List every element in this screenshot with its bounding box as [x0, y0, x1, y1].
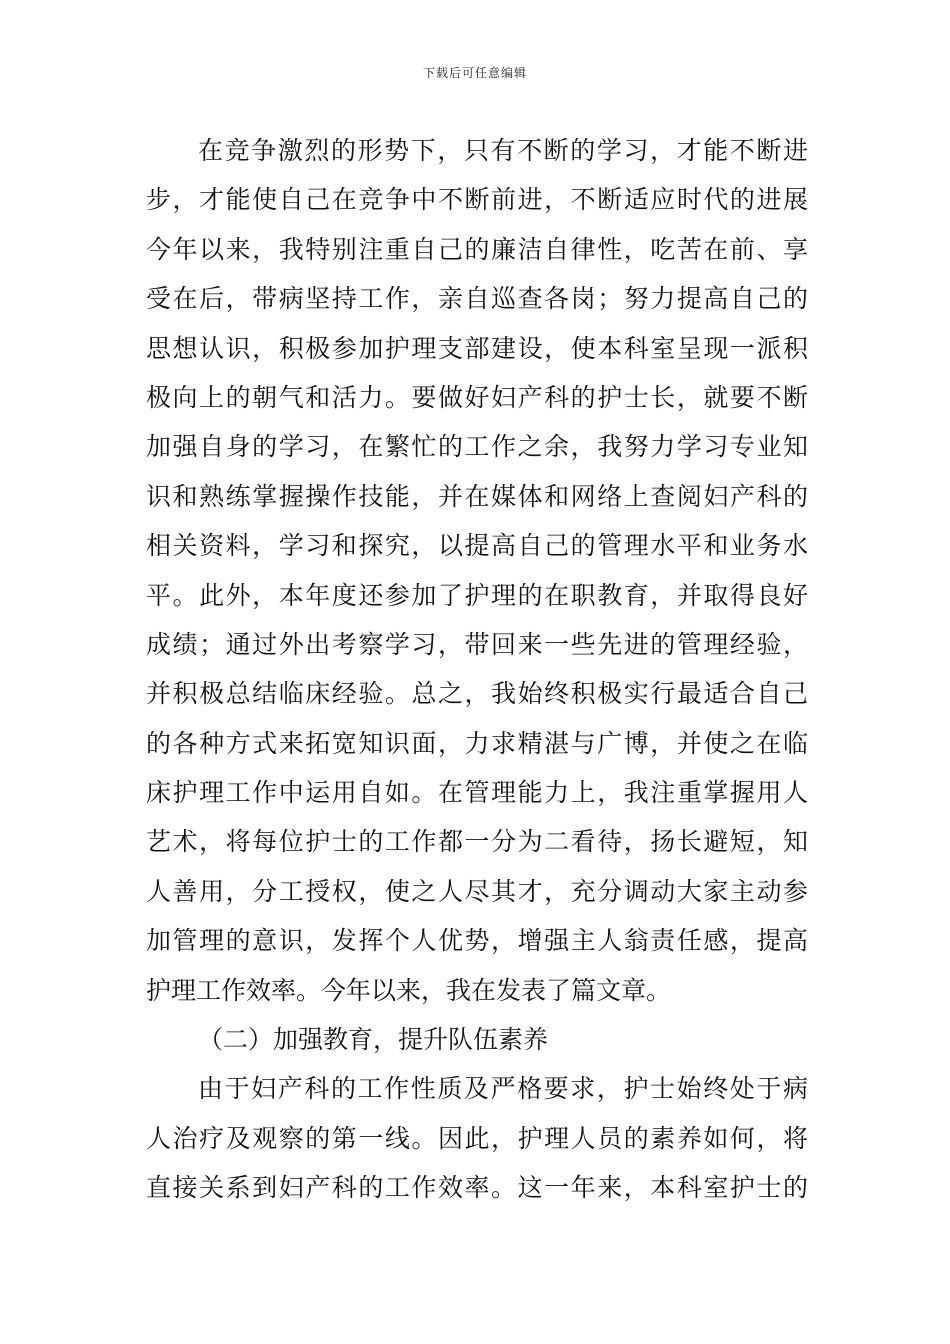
paragraph-line: 人治疗及观察的第一线。因此，护理人员的素养如何，将	[146, 1123, 808, 1153]
paragraph-line: 今年以来，我特别注重自己的廉洁自律性，吃苦在前、享	[146, 234, 808, 264]
paragraph-line: 在竞争激烈的形势下，只有不断的学习，才能不断进	[198, 136, 808, 165]
paragraph-line: 受在后，带病坚持工作，亲自巡查各岗；努力提高自己的	[146, 284, 808, 314]
paragraph-line: 艺术，将每位护士的工作都一分为二看待，扬长避短，知	[146, 827, 808, 857]
body-text	[146, 126, 808, 1213]
paragraph-line: 步，才能使自己在竞争中不断前进，不断适应时代的进展	[146, 185, 808, 215]
paragraph-line: 护理工作效率。今年以来，我在发表了篇文章。	[146, 975, 672, 1005]
paragraph-line: 加管理的意识，发挥个人优势，增强主人翁责任感，提高	[146, 926, 808, 956]
paragraph-line: 床护理工作中运用自如。在管理能力上，我注重掌握用人	[146, 778, 808, 808]
paragraph-line: 平。此外，本年度还参加了护理的在职教育，并取得良好	[146, 580, 808, 610]
paragraph-line: 直接关系到妇产科的工作效率。这一年来，本科室护士的	[146, 1173, 808, 1203]
paragraph-line: 由于妇产科的工作性质及严格要求，护士始终处于病	[198, 1074, 808, 1104]
paragraph-line: 相关资料，学习和探究，以提高自己的管理水平和业务水	[146, 531, 808, 561]
paragraph-line: 的各种方式来拓宽知识面，力求精湛与广博，并使之在临	[146, 728, 808, 758]
paragraph-line: 并积极总结临床经验。总之，我始终积极实行最适合自己	[146, 679, 808, 709]
paragraph-line: 识和熟练掌握操作技能，并在媒体和网络上查阅妇产科的	[146, 481, 808, 511]
section-heading: （二）加强教育，提升队伍素养	[198, 1025, 549, 1055]
paragraph-line: 成绩；通过外出考察学习，带回来一些先进的管理经验，	[146, 629, 808, 659]
paragraph-line: 极向上的朝气和活力。要做好妇产科的护士长，就要不断	[146, 382, 808, 412]
paragraph-line: 思想认识，积极参加护理支部建设，使本科室呈现一派积	[146, 333, 808, 363]
paragraph-line: 人善用，分工授权，使之人尽其才，充分调动大家主动参	[146, 876, 808, 906]
page-header: 下载后可任意编辑	[422, 66, 527, 80]
paragraph-line: 加强自身的学习，在繁忙的工作之余，我努力学习专业知	[146, 432, 808, 462]
